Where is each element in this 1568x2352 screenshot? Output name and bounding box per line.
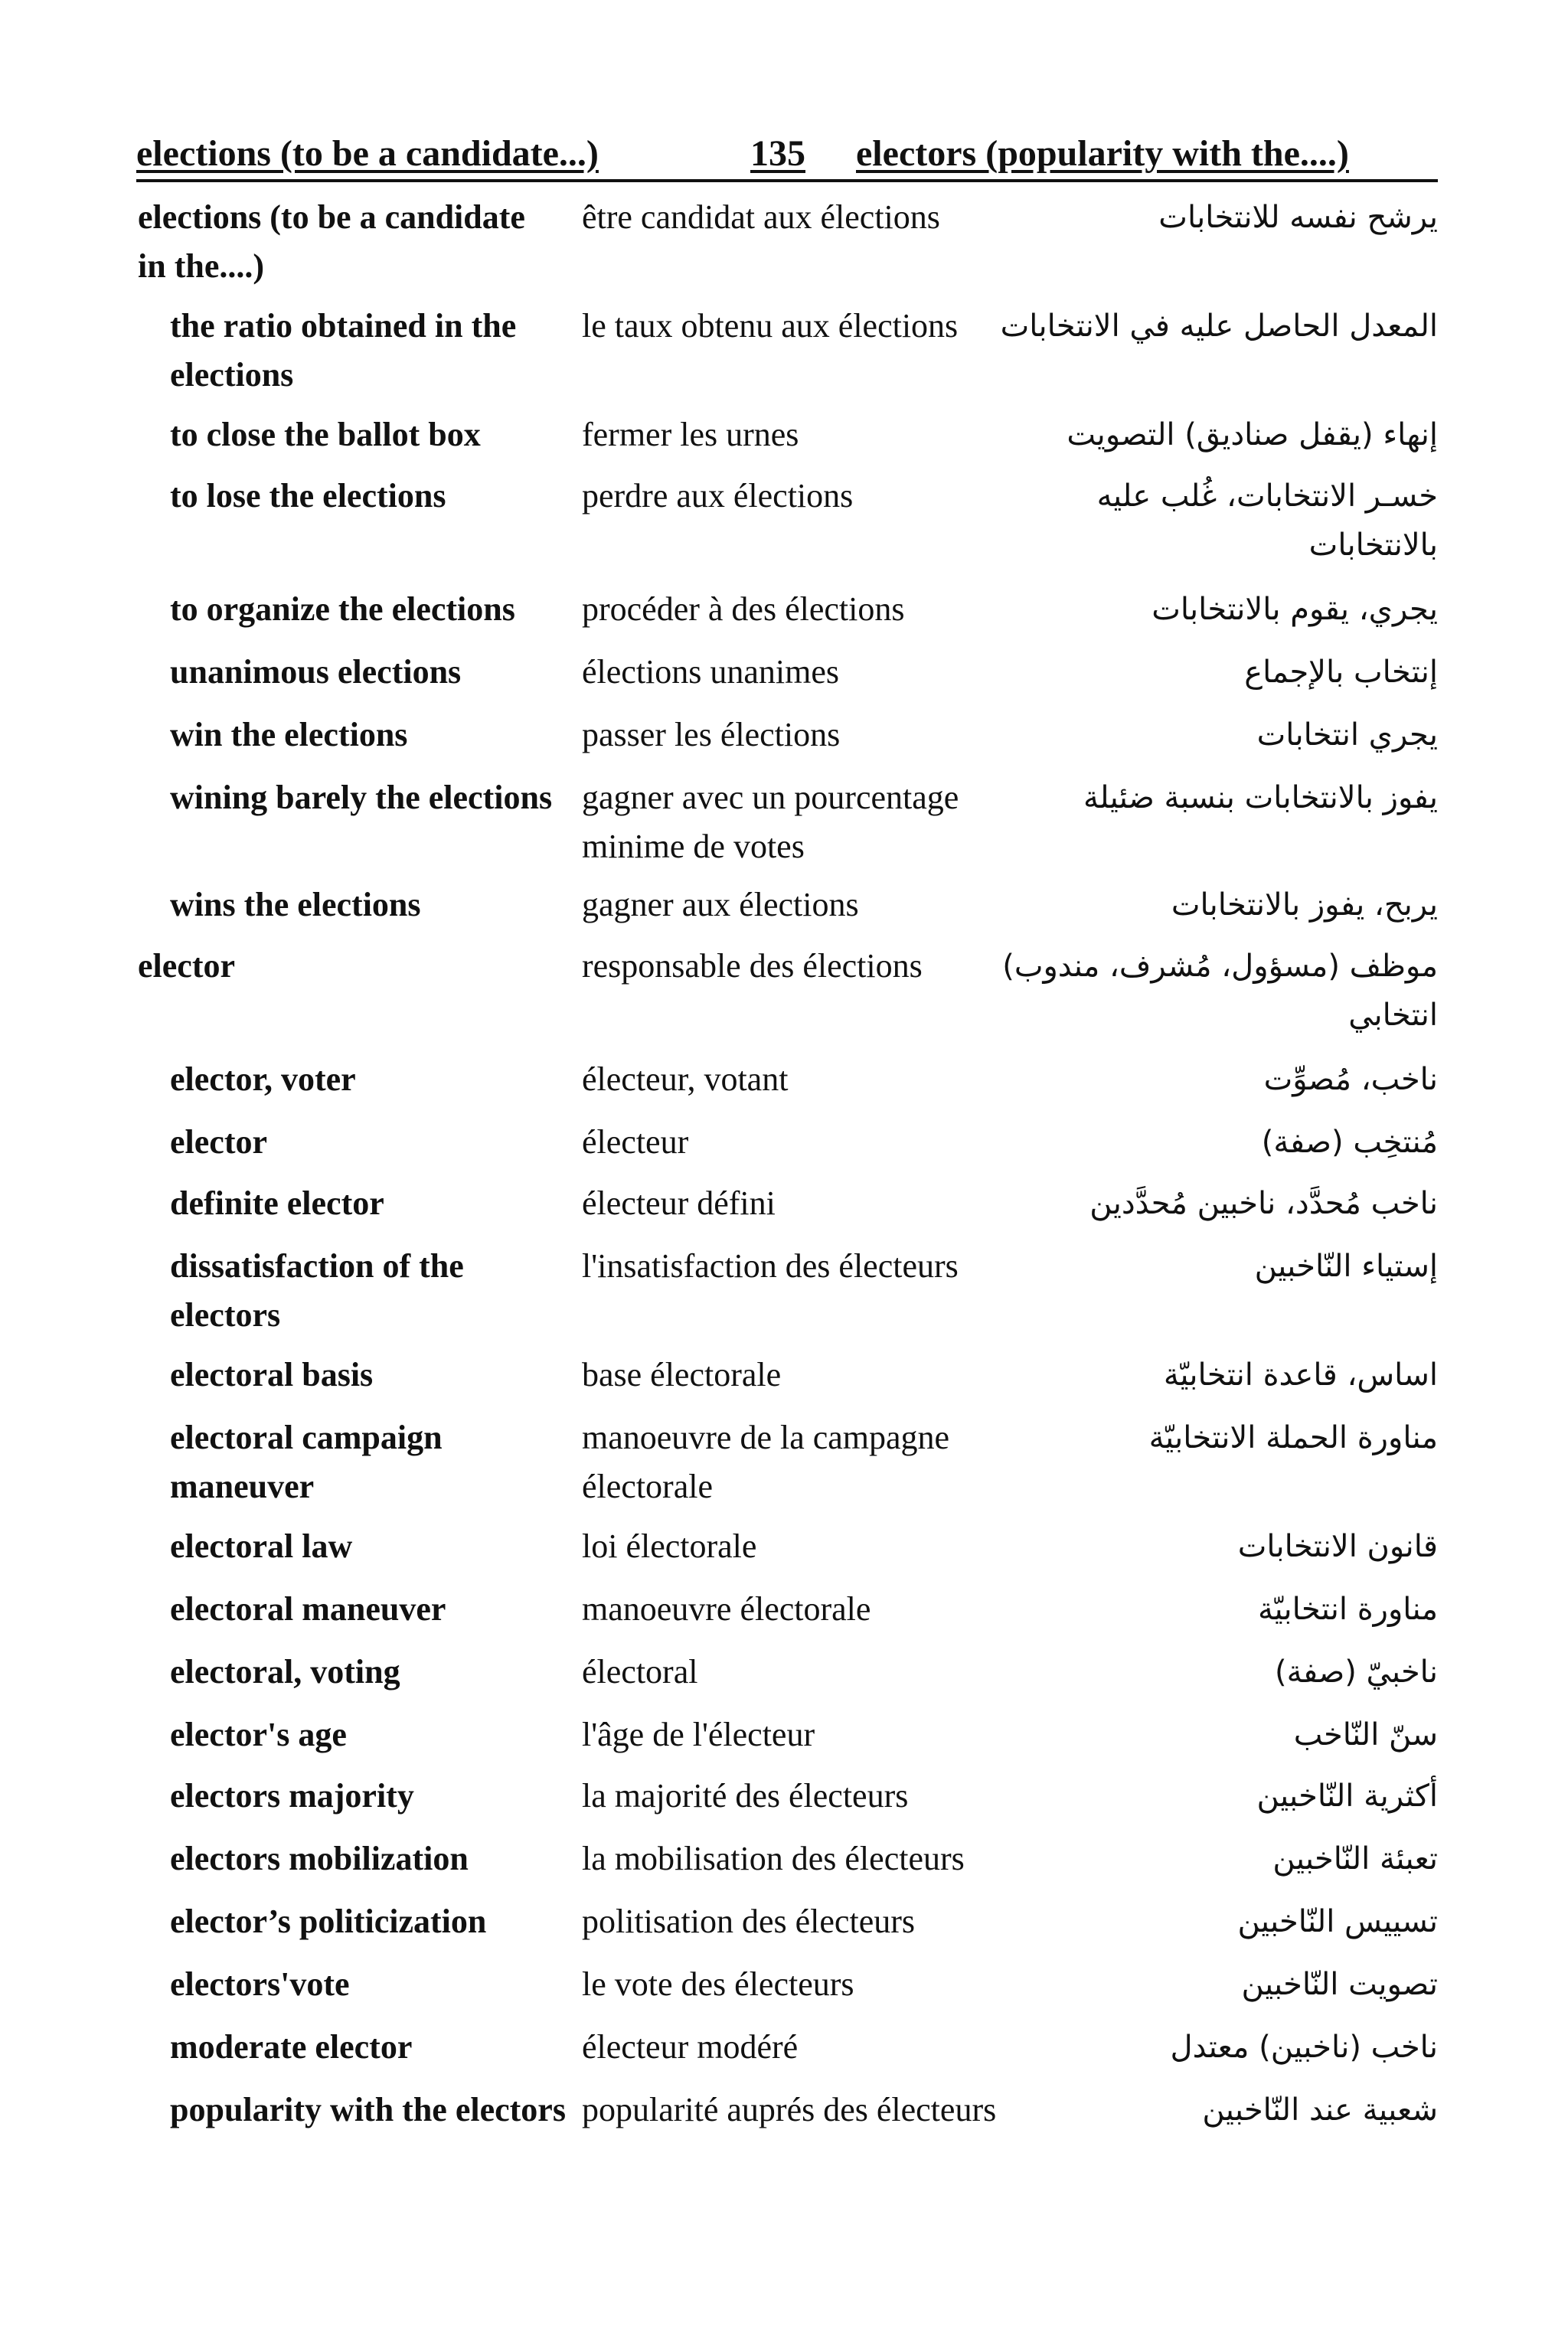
arabic-term: يربح، يفوز بالانتخابات — [1171, 887, 1438, 923]
arabic-term: إنتخاب بالإجماع — [1244, 655, 1438, 690]
french-term: l'insatisfaction des électeurs — [582, 1247, 959, 1285]
arabic-term: ناخب مُحدَّد، ناخبين مُحدَّدين — [1089, 1186, 1438, 1221]
english-term: win the elections — [170, 716, 408, 753]
french-term: le vote des électeurs — [582, 1965, 854, 2003]
arabic-term: قانون الانتخابات — [1237, 1529, 1438, 1564]
arabic-term: المعدل الحاصل عليه في الانتخابات — [1000, 309, 1438, 344]
page-number: 135 — [750, 133, 805, 174]
arabic-term: يفوز بالانتخابات بنسبة ضئيلة — [1083, 780, 1438, 815]
english-term: to organize the elections — [170, 590, 515, 628]
french-term: perdre aux élections — [582, 477, 854, 514]
english-term: moderate elector — [170, 2028, 413, 2066]
french-term: la majorité des électeurs — [582, 1777, 909, 1815]
arabic-term: إنهاء (يقفل صناديق) التصويت — [1067, 417, 1438, 452]
english-term: elector's age — [170, 1716, 347, 1753]
french-term: électeur, votant — [582, 1060, 789, 1098]
french-term: l'âge de l'électeur — [582, 1716, 815, 1753]
french-term: procéder à des élections — [582, 590, 905, 628]
english-term: electoral campaign maneuver — [170, 1419, 443, 1505]
header-right-guideword: electors (popularity with the....) — [856, 133, 1349, 174]
arabic-term: أكثرية النّاخبين — [1256, 1779, 1438, 1814]
french-term: le taux obtenu aux élections — [582, 307, 959, 345]
french-term: politisation des électeurs — [582, 1903, 915, 1940]
english-term: electors mobilization — [170, 1840, 469, 1877]
arabic-term: تعبئة النّاخبين — [1272, 1841, 1438, 1877]
arabic-term: خسـر الانتخابات، غُلب عليه بالانتخابات — [1096, 479, 1438, 563]
running-head — [136, 129, 1438, 182]
english-term: unanimous elections — [170, 653, 462, 691]
english-term: elector, voter — [170, 1060, 356, 1098]
french-term: gagner avec un pourcentage minime de votes — [582, 779, 959, 865]
arabic-term: ناخب، مُصوِّت — [1263, 1062, 1438, 1097]
arabic-term: يرشح نفسه للانتخابات — [1158, 200, 1438, 235]
french-term: base électorale — [582, 1356, 782, 1393]
english-term: electors'vote — [170, 1965, 350, 2003]
english-term: the ratio obtained in the elections — [170, 307, 517, 394]
french-term: électoral — [582, 1653, 698, 1690]
english-term: wining barely the elections — [170, 779, 553, 816]
arabic-term: مُنتخِب (صفة) — [1261, 1125, 1438, 1160]
english-term: definite elector — [170, 1184, 384, 1222]
french-term: manoeuvre de la campagne électorale — [582, 1419, 950, 1505]
arabic-term: مناورة انتخابيّة — [1258, 1592, 1438, 1627]
arabic-term: موظف (مسؤول، مُشرف، مندوب) انتخابي — [1002, 949, 1438, 1033]
french-term: passer les élections — [582, 716, 841, 753]
arabic-term: تسييس النّاخبين — [1237, 1904, 1438, 1939]
arabic-term: اساس، قاعدة انتخابيّة — [1163, 1357, 1438, 1393]
french-term: gagner aux élections — [582, 886, 859, 923]
english-term: elector — [138, 947, 235, 985]
english-term: elector — [170, 1123, 267, 1161]
english-term: dissatisfaction of the electors — [170, 1247, 464, 1334]
arabic-term: يجري، يقوم بالانتخابات — [1152, 592, 1438, 627]
arabic-term: مناورة الحملة الانتخابيّة — [1148, 1420, 1438, 1455]
arabic-term: ناخب (ناخبين) معتدل — [1170, 2030, 1438, 2065]
english-term: wins the elections — [170, 886, 421, 923]
english-term: popularity with the electors — [170, 2091, 566, 2128]
english-term: electors majority — [170, 1777, 414, 1815]
header-left-guideword: elections (to be a candidate...) — [136, 133, 599, 174]
french-term: électeur — [582, 1123, 689, 1161]
english-term: electoral law — [170, 1527, 353, 1565]
arabic-term: إستياء النّاخبين — [1254, 1249, 1438, 1284]
arabic-term: ناخبيّ (صفة) — [1274, 1655, 1438, 1690]
english-term: elector’s politicization — [170, 1903, 487, 1940]
french-term: électeur défini — [582, 1184, 776, 1222]
english-term: electoral maneuver — [170, 1590, 446, 1628]
french-term: élections unanimes — [582, 653, 840, 691]
english-term: elections (to be a candidate in the....) — [138, 198, 525, 285]
english-term: electoral, voting — [170, 1653, 400, 1690]
arabic-term: يجري انتخابات — [1256, 717, 1438, 753]
french-term: être candidat aux élections — [582, 198, 940, 236]
french-term: loi électorale — [582, 1527, 757, 1565]
french-term: manoeuvre électorale — [582, 1590, 871, 1628]
arabic-term: شعبية عند النّاخبين — [1202, 2092, 1438, 2128]
english-term: to lose the elections — [170, 477, 446, 514]
french-term: popularité auprés des électeurs — [582, 2091, 997, 2128]
french-term: fermer les urnes — [582, 416, 799, 453]
french-term: responsable des élections — [582, 947, 923, 985]
french-term: la mobilisation des électeurs — [582, 1840, 965, 1877]
arabic-term: سنّ النّاخب — [1293, 1717, 1438, 1753]
arabic-term: تصويت النّاخبين — [1241, 1967, 1438, 2002]
english-term: to close the ballot box — [170, 416, 481, 453]
english-term: electoral basis — [170, 1356, 374, 1393]
french-term: électeur modéré — [582, 2028, 799, 2066]
